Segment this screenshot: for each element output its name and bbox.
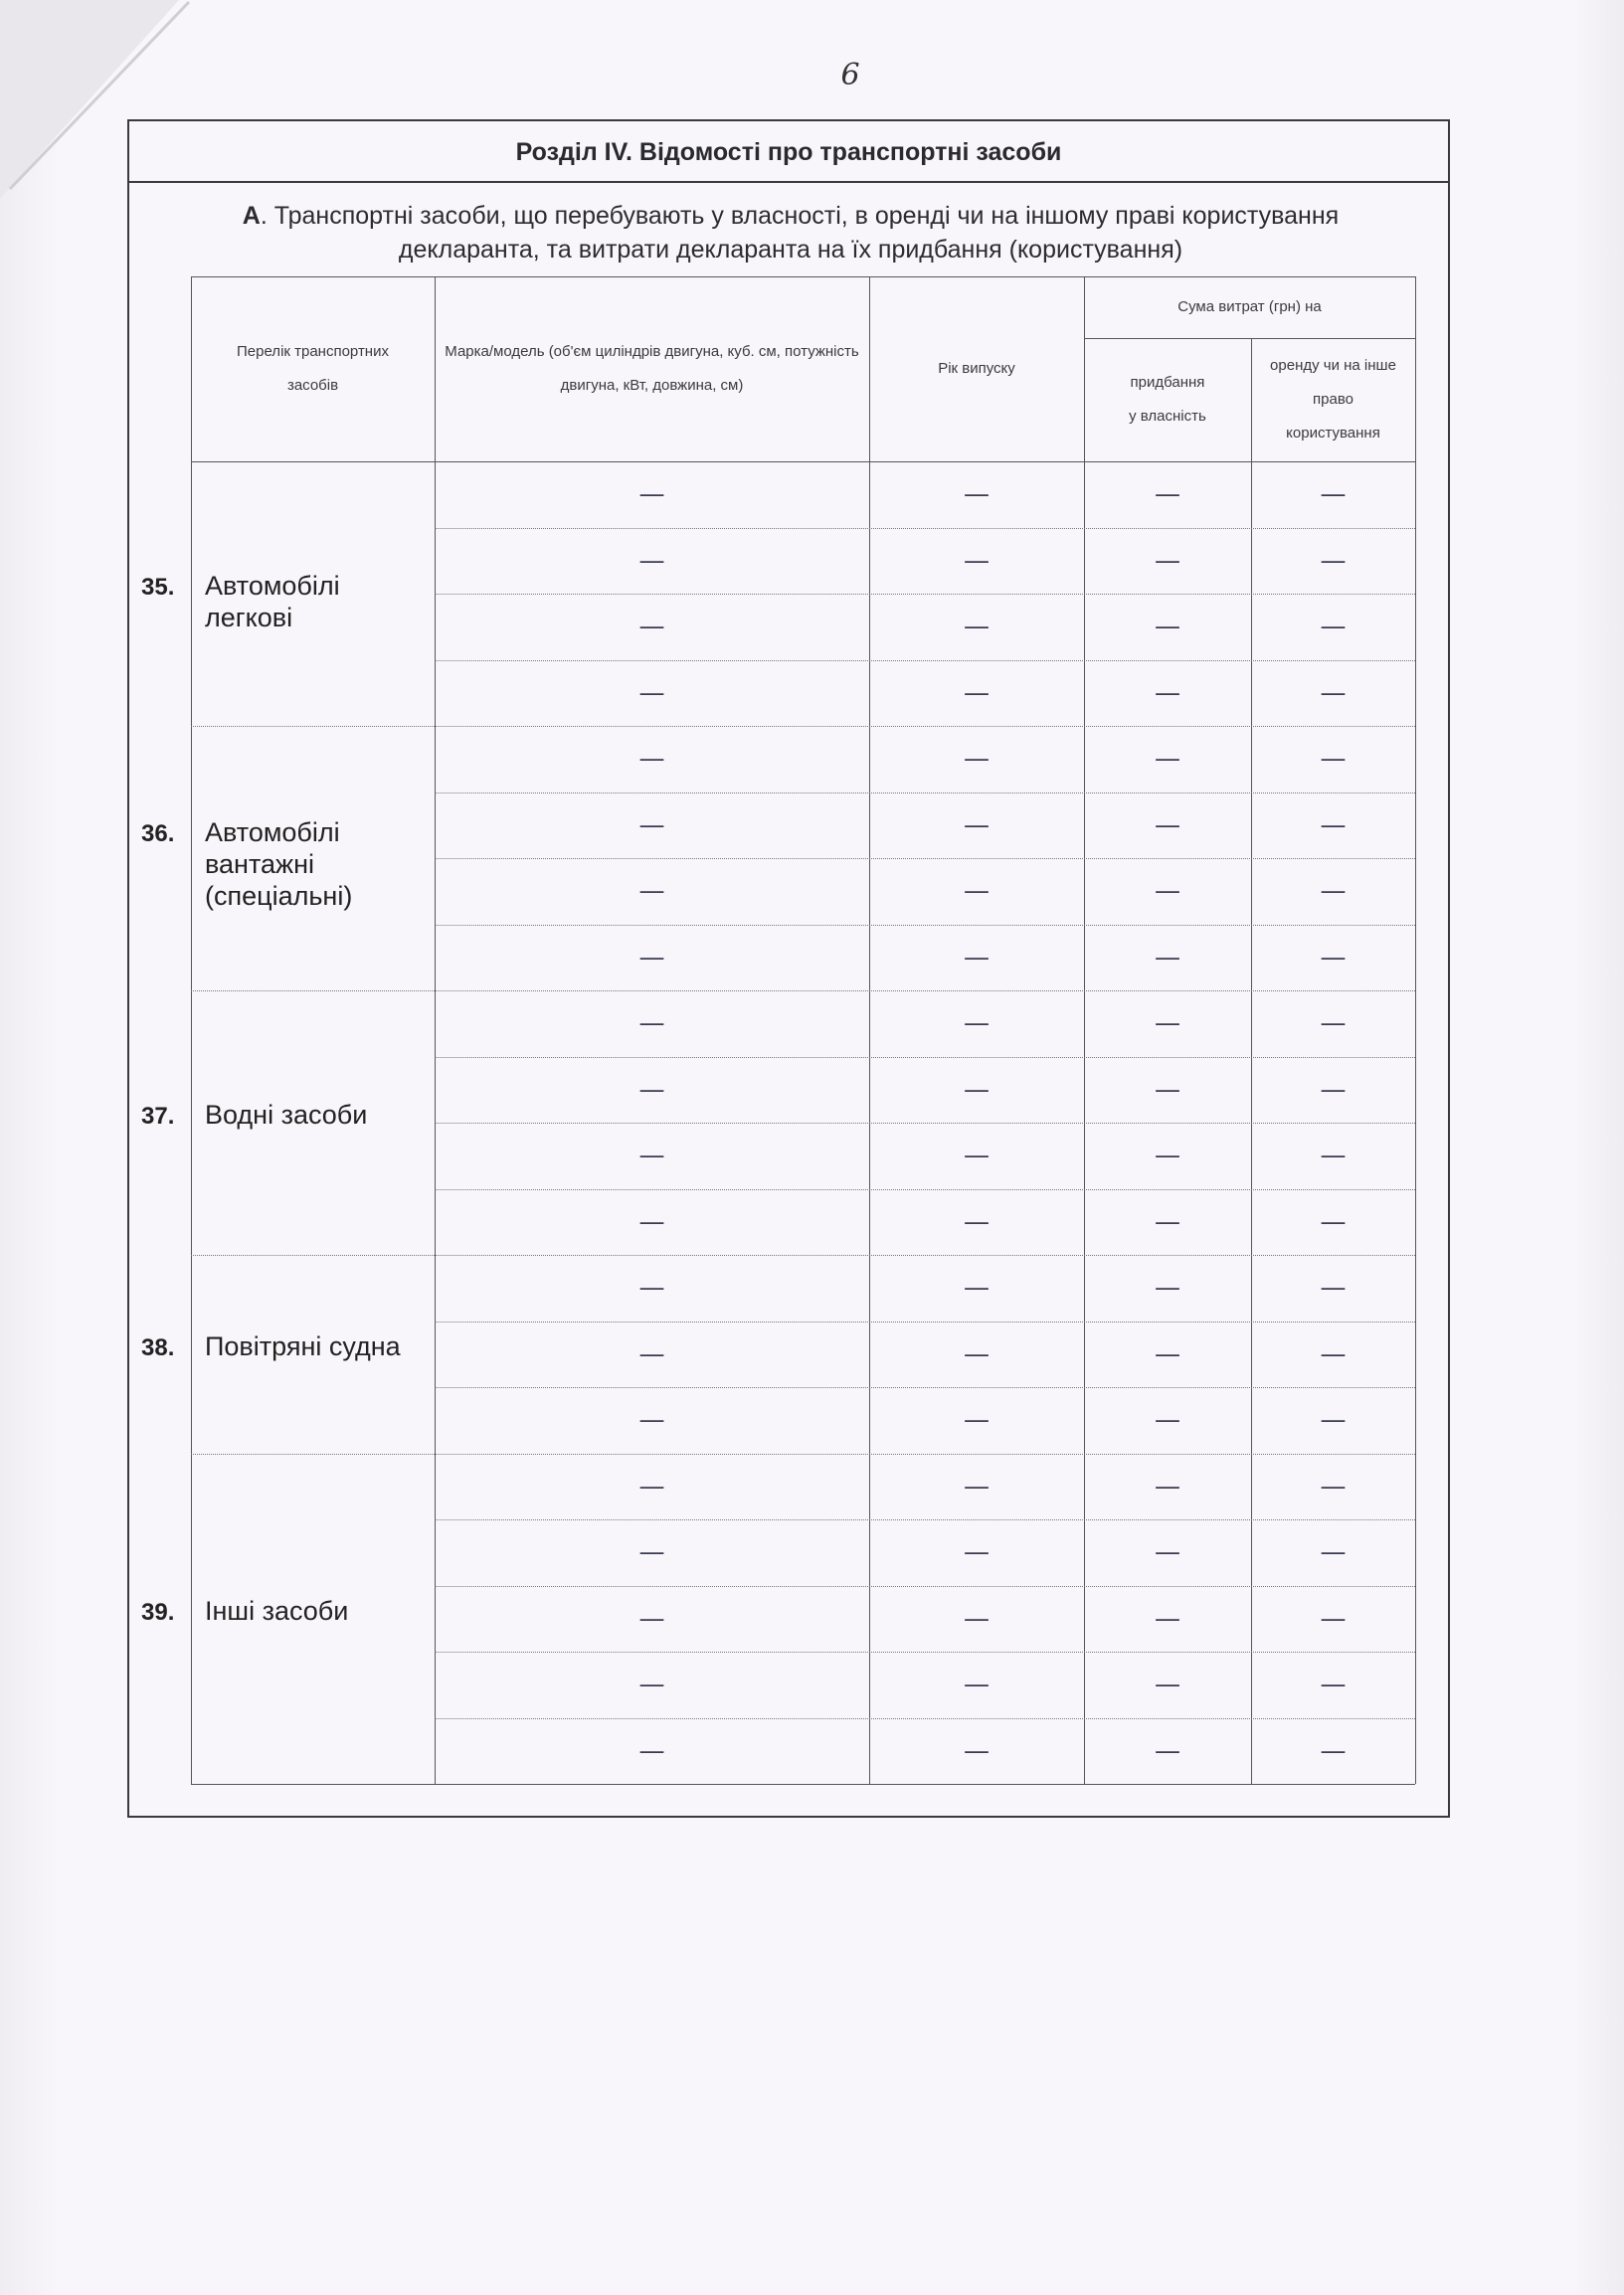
row-divider [435, 528, 1415, 529]
header-bottom-border [191, 461, 1415, 462]
empty-cell-mark: — [1155, 744, 1180, 774]
empty-cell-mark: — [964, 1008, 990, 1038]
category-name: Водні засоби [205, 1100, 368, 1130]
empty-cell-mark: — [638, 1471, 665, 1501]
empty-cell-mark: — [1155, 1670, 1180, 1699]
expenses-divider [1084, 338, 1415, 339]
empty-cell-mark: — [1320, 1141, 1347, 1170]
empty-cell-mark: — [1155, 1141, 1180, 1170]
subsection-letter: А [242, 202, 261, 230]
empty-cell-mark: — [1155, 942, 1180, 972]
empty-cell-mark: — [638, 1273, 665, 1303]
category-divider [191, 990, 1415, 991]
empty-cell-mark: — [964, 1206, 990, 1237]
category-name: Повітряні судна [205, 1330, 401, 1361]
category-divider [191, 726, 1415, 727]
empty-cell-mark: — [638, 1074, 665, 1105]
table-bottom-border [191, 1784, 1415, 1785]
row-divider [435, 1519, 1415, 1520]
empty-cell-mark: — [964, 1735, 990, 1766]
column-border [1415, 276, 1416, 1784]
row-divider [435, 858, 1415, 859]
empty-cell-mark: — [1320, 744, 1347, 774]
header-year: Рік випуску [938, 360, 1015, 377]
category-name: Автомобілі вантажні (спеціальні) [205, 817, 353, 911]
empty-cell-mark: — [1320, 1008, 1347, 1038]
category-number: 35. [141, 574, 175, 601]
empty-cell-mark: — [1155, 677, 1180, 708]
empty-cell-mark: — [1155, 1008, 1180, 1038]
empty-cell-mark: — [638, 479, 665, 509]
empty-cell-mark: — [964, 677, 990, 708]
empty-cell-mark: — [964, 1471, 990, 1501]
empty-cell-mark: — [1155, 876, 1180, 906]
empty-cell-mark: — [638, 1735, 665, 1766]
empty-cell-mark: — [964, 744, 990, 774]
empty-cell-mark: — [1155, 1603, 1180, 1634]
empty-cell-mark: — [1155, 1206, 1180, 1237]
subsection-text-line-1: . Транспортні засоби, що перебувають у власності, в оренді чи на іншому праві користування [260, 202, 1340, 230]
empty-cell-mark: — [964, 1537, 990, 1567]
empty-cell-mark: — [964, 876, 990, 906]
empty-cell-mark: — [1320, 479, 1347, 509]
empty-cell-mark: — [638, 1405, 665, 1435]
empty-cell-mark: — [1320, 612, 1347, 641]
empty-cell-mark: — [638, 1537, 665, 1567]
empty-cell-mark: — [964, 1074, 990, 1105]
empty-cell-mark: — [964, 942, 990, 972]
category-number: 38. [141, 1333, 175, 1361]
empty-cell-mark: — [964, 1603, 990, 1634]
empty-cell-mark: — [1155, 545, 1180, 576]
column-border [1251, 338, 1252, 1784]
empty-cell-mark: — [964, 1338, 990, 1369]
row-divider [435, 1057, 1415, 1058]
empty-cell-mark: — [1320, 1074, 1347, 1105]
empty-cell-mark: — [1155, 612, 1180, 641]
empty-cell-mark: — [1320, 942, 1347, 972]
empty-cell-mark: — [638, 1603, 665, 1634]
column-border [1084, 276, 1085, 1784]
column-border [191, 276, 192, 1784]
empty-cell-mark: — [638, 1338, 665, 1369]
header-rent: оренду чи на інше право користування [1270, 357, 1396, 441]
empty-cell-mark: — [1320, 1670, 1347, 1699]
row-divider [435, 660, 1415, 661]
category-name: Автомобілі легкові [205, 571, 340, 632]
empty-cell-mark: — [964, 809, 990, 840]
empty-cell-mark: — [1320, 809, 1347, 840]
empty-cell-mark: — [1320, 1537, 1347, 1567]
empty-cell-mark: — [964, 1405, 990, 1435]
section-title: Розділ IV. Відомості про транспортні засоби [129, 121, 1448, 183]
category-divider [191, 1255, 1415, 1256]
empty-cell-mark: — [638, 809, 665, 840]
category-name: Інші засоби [205, 1595, 349, 1626]
category-number: 37. [141, 1103, 175, 1130]
column-border [435, 276, 436, 1784]
empty-cell-mark: — [1320, 876, 1347, 906]
empty-cell-mark: — [638, 545, 665, 576]
table-top-border [191, 276, 1415, 277]
empty-cell-mark: — [638, 1670, 665, 1699]
empty-cell-mark: — [638, 677, 665, 708]
empty-cell-mark: — [1155, 1735, 1180, 1766]
row-divider [435, 1189, 1415, 1190]
empty-cell-mark: — [1320, 1273, 1347, 1303]
column-border [869, 276, 870, 1784]
empty-cell-mark: — [638, 1008, 665, 1038]
empty-cell-mark: — [1320, 677, 1347, 708]
row-divider [435, 1123, 1415, 1124]
empty-cell-mark: — [638, 612, 665, 641]
subsection-text-line-2: декларанта, та витрати декларанта на їх придбання (користування) [398, 236, 1183, 264]
empty-cell-mark: — [964, 1670, 990, 1699]
empty-cell-mark: — [1320, 1338, 1347, 1369]
category-number: 39. [141, 1598, 175, 1626]
row-divider [435, 1387, 1415, 1388]
header-list: Перелік транспортних засобів [237, 343, 389, 394]
row-divider [435, 1586, 1415, 1587]
empty-cell-mark: — [1320, 1405, 1347, 1435]
header-purchase: придбання у власність [1129, 374, 1206, 425]
empty-cell-mark: — [964, 1141, 990, 1170]
header-model: Марка/модель (об'єм циліндрів двигуна, куб. см, потужність двигуна, кВт, довжина, см) [445, 343, 859, 394]
empty-cell-mark: — [638, 1206, 665, 1237]
empty-cell-mark: — [1155, 1273, 1180, 1303]
empty-cell-mark: — [964, 545, 990, 576]
empty-cell-mark: — [1155, 1471, 1180, 1501]
row-divider [435, 594, 1415, 595]
empty-cell-mark: — [1320, 545, 1347, 576]
empty-cell-mark: — [964, 1273, 990, 1303]
empty-cell-mark: — [1155, 1537, 1180, 1567]
empty-cell-mark: — [1320, 1471, 1347, 1501]
empty-cell-mark: — [1155, 809, 1180, 840]
empty-cell-mark: — [1155, 1074, 1180, 1105]
empty-cell-mark: — [638, 876, 665, 906]
empty-cell-mark: — [1320, 1603, 1347, 1634]
row-divider [435, 1718, 1415, 1719]
category-number: 36. [141, 820, 175, 847]
page-number: 6 [840, 58, 860, 92]
category-divider [191, 1454, 1415, 1455]
row-divider [435, 793, 1415, 794]
empty-cell-mark: — [1320, 1206, 1347, 1237]
empty-cell-mark: — [638, 1141, 665, 1170]
empty-cell-mark: — [1320, 1735, 1347, 1766]
row-divider [435, 925, 1415, 926]
empty-cell-mark: — [1155, 1338, 1180, 1369]
header-expenses: Сума витрат (грн) на [1177, 298, 1322, 315]
empty-cell-mark: — [1155, 1405, 1180, 1435]
empty-cell-mark: — [964, 612, 990, 641]
row-divider [435, 1322, 1415, 1323]
row-divider [435, 1652, 1415, 1653]
empty-cell-mark: — [1155, 479, 1180, 509]
empty-cell-mark: — [964, 479, 990, 509]
empty-cell-mark: — [638, 744, 665, 774]
empty-cell-mark: — [638, 942, 665, 972]
